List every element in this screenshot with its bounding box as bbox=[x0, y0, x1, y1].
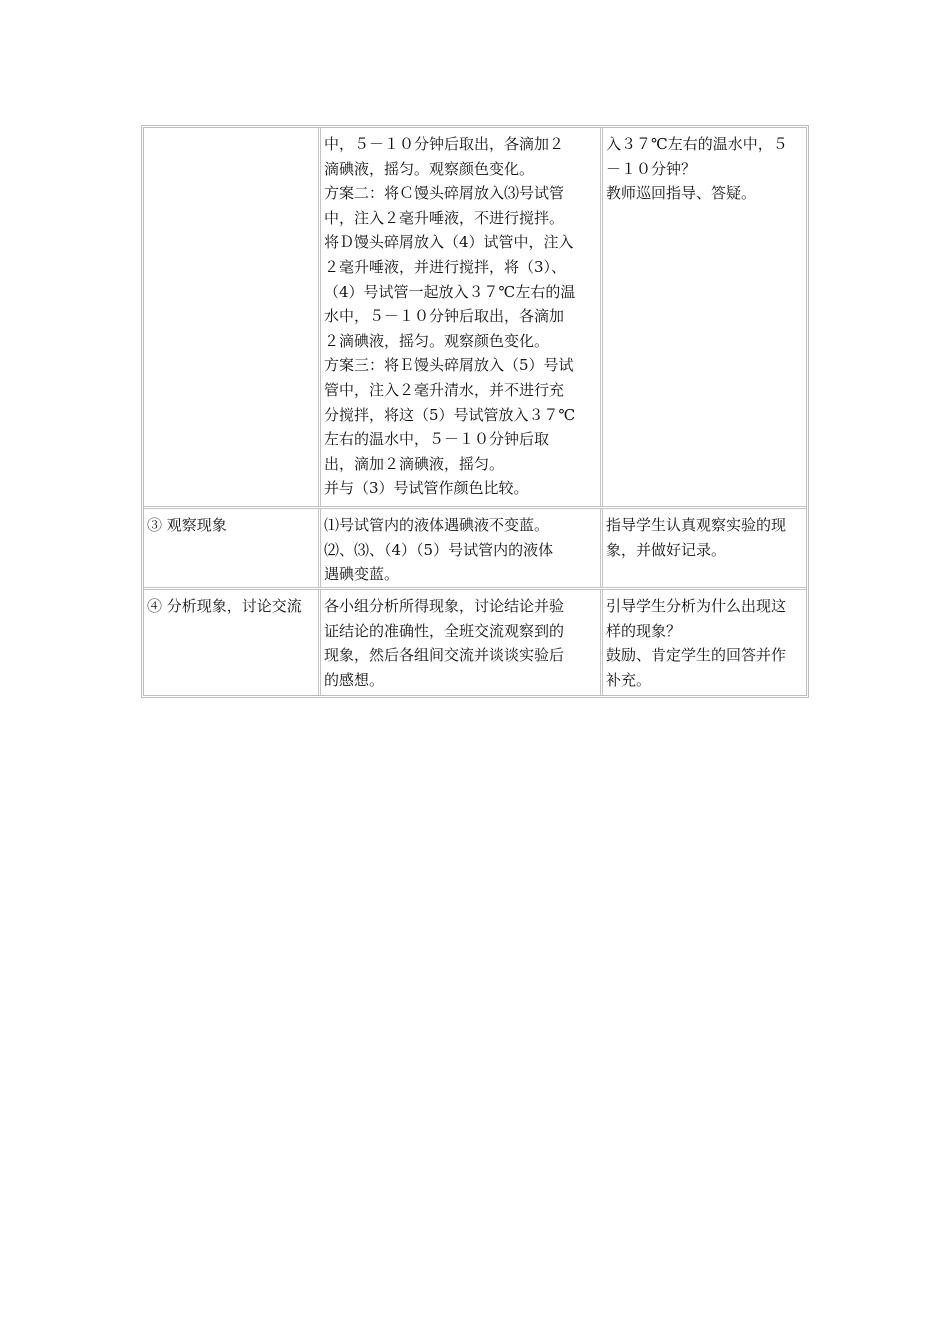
activity-line: ２毫升唾液，并进行搅拌，将（3）、 bbox=[324, 257, 567, 276]
activity-cell bbox=[321, 128, 603, 506]
teacher-cell bbox=[603, 509, 806, 587]
lesson-plan-table bbox=[141, 125, 809, 698]
teacher-line: 补充。 bbox=[606, 670, 652, 689]
teacher-line: 入３７℃左右的温水中，５ bbox=[606, 135, 788, 153]
activity-line: 出，滴加２滴碘液，摇匀。 bbox=[324, 454, 505, 473]
activity-line: 遇碘变蓝。 bbox=[324, 565, 400, 584]
activity-line: 中，５－１０分钟后取出，各滴加２ bbox=[324, 135, 565, 153]
activity-line: 中，注入２毫升唾液，不进行搅拌。 bbox=[324, 208, 565, 227]
activity-line: ⑵、⑶、（4）（5）号试管内的液体 bbox=[324, 540, 554, 559]
teacher-line: 引导学生分析为什么出现这 bbox=[606, 597, 787, 615]
activity-line: 滴碘液，摇匀。观察颜色变化。 bbox=[324, 159, 535, 178]
teacher-line: 象，并做好记录。 bbox=[606, 540, 727, 559]
activity-line: 的感想。 bbox=[324, 670, 385, 689]
table-row bbox=[144, 128, 806, 506]
stage-cell bbox=[144, 590, 321, 695]
teacher-line: 鼓励、肯定学生的回答并作 bbox=[606, 646, 787, 665]
activity-line: 各小组分析所得现象，讨论结论并验 bbox=[324, 597, 565, 615]
teacher-line: －１０分钟？ bbox=[606, 159, 697, 178]
stage-cell bbox=[144, 128, 321, 506]
activity-line: ２滴碘液，摇匀。观察颜色变化。 bbox=[324, 331, 550, 350]
stage-cell bbox=[144, 509, 321, 587]
activity-line: 管中，注入２毫升清水，并不进行充 bbox=[324, 380, 565, 399]
teacher-cell bbox=[603, 128, 806, 506]
activity-line: 并与（3）号试管作颜色比较。 bbox=[324, 479, 529, 498]
activity-cell bbox=[321, 509, 603, 587]
table-row bbox=[144, 587, 806, 695]
activity-line: 方案三：将Ｅ馒头碎屑放入（5）号试 bbox=[324, 356, 574, 375]
activity-line: 左右的温水中，５－１０分钟后取 bbox=[324, 430, 550, 449]
activity-line: 现象，然后各组间交流并谈谈实验后 bbox=[324, 646, 565, 665]
activity-line: （4）号试管一起放入３７℃左右的温 bbox=[324, 282, 576, 301]
teacher-cell bbox=[603, 590, 806, 695]
activity-line: 将Ｄ馒头碎屑放入（4）试管中，注入 bbox=[324, 233, 574, 252]
teacher-line: 样的现象？ bbox=[606, 621, 682, 640]
teacher-line: 教师巡回指导、答疑。 bbox=[606, 184, 757, 203]
table-row bbox=[144, 506, 806, 587]
activity-line: 证结论的准确性，全班交流观察到的 bbox=[324, 621, 565, 640]
activity-line: ⑴号试管内的液体遇碘液不变蓝。 bbox=[324, 516, 550, 534]
stage-label: ④ 分析现象，讨论交流 bbox=[147, 597, 302, 615]
stage-label: ③ 观察现象 bbox=[147, 516, 227, 534]
activity-cell bbox=[321, 590, 603, 695]
activity-line: 水中，５－１０分钟后取出，各滴加 bbox=[324, 307, 565, 326]
teacher-line: 指导学生认真观察实验的现 bbox=[606, 516, 787, 534]
activity-line: 方案二：将Ｃ馒头碎屑放入⑶号试管 bbox=[324, 184, 565, 203]
activity-line: 分搅拌，将这（5）号试管放入３７℃ bbox=[324, 405, 576, 424]
